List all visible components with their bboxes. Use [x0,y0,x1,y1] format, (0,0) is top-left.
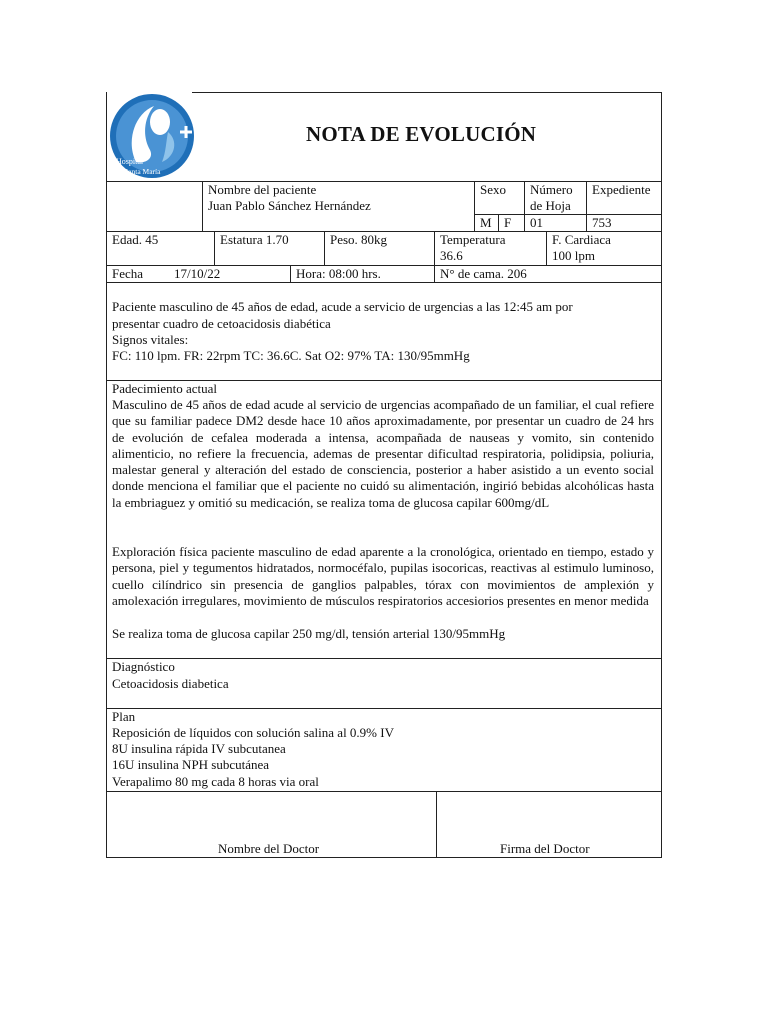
age: Edad. 45 [112,232,159,247]
heart-rate-label: F. Cardiaca [552,232,611,247]
doctor-name-label: Nombre del Doctor [218,841,320,856]
glucose-text: Se realiza toma de glucosa capilar 250 mg/dl, tensión arterial 130/95mmHg [112,626,506,641]
weight: Peso. 80kg [330,232,388,247]
plan-label: Plan [112,709,136,724]
current-condition-label: Padecimiento actual [112,381,218,396]
patient-name-value: Juan Pablo Sánchez Hernández [208,198,371,213]
diagnosis-value: Cetoacidosis diabetica [112,676,229,691]
temperature-label: Temperatura [440,232,506,247]
plan-item: 16U insulina NPH subcutánea [112,757,270,772]
sex-m: M [480,215,492,230]
plan-item: Verapalimo 80 mg cada 8 horas via oral [112,774,319,789]
sheet-number-label-1: Número [530,182,573,197]
doctor-signature-label: Firma del Doctor [500,841,590,856]
bed-number: N° de cama. 206 [440,266,527,281]
intro-line-3: Signos vitales: [112,332,189,347]
hospital-logo-icon [106,92,198,184]
height: Estatura 1.70 [220,232,289,247]
current-condition-text: Masculino de 45 años de edad acude al servicio de urgencias acompañado de un familiar, el cual refiere que su familiar padece DM2 desde hace 10 años aproximadamente, por presentar un cuadro de 24 hrs de evolución de cefalea moderada a intensa, acompañada de nauseas y vomito, sin contenido alimenticio, no refiere la frecuencia, ademas de presentar dificultad respiratoria, polidipsia, poliuria, malestar general y alteración del estado de consciencia, posterior a haber asistido a un evento social donde menciona el familiar que el paciente no cuidó su alimentación, ingirió bebidas alcohólicas hasta la embriaguez y omitió su medicación, se realiza toma de glucosa capilar 600mg/dL [112,397,654,510]
patient-name-label: Nombre del paciente [208,182,317,197]
diagnosis-label: Diagnóstico [112,659,175,674]
evolution-note-form [106,92,662,858]
intro-line-2: presentar cuadro de cetoacidosis diabética [112,316,331,331]
date-value: 17/10/22 [174,266,221,281]
sex-f: F [504,215,512,230]
record-label: Expediente [592,182,651,197]
plan-item: 8U insulina rápida IV subcutanea [112,741,286,756]
heart-rate-value: 100 lpm [552,248,595,263]
date-label: Fecha [112,266,144,281]
temperature-value: 36.6 [440,248,463,263]
time: Hora: 08:00 hrs. [296,266,381,281]
intro-line-4: FC: 110 lpm. FR: 22rpm TC: 36.6C. Sat O2: 97% TA: 130/95mmHg [112,348,470,363]
sex-label: Sexo [480,182,506,197]
logo-text-line1: Hospital [116,157,144,166]
plan-item: Reposición de líquidos con solución salina al 0.9% IV [112,725,394,740]
sheet-number-value: 01 [530,215,543,230]
page-title: NOTA DE EVOLUCIÓN [306,122,537,146]
record-value: 753 [592,215,612,230]
sheet-number-label-2: de Hoja [530,198,571,213]
logo-text-line2: Santa María [124,167,161,176]
physical-exam-text: Exploración física paciente masculino de edad aparente a la cronológica, orientado en tiempo, estado y persona, piel y tegumentos hidratados, normocéfalo, pupilas isocoricas, reactivas al estimulo luminoso, cuello cilíndrico sin presencia de ganglios palpables, tórax con movimientos de amplexión y amolexación irregulares, movimiento de músculos respiratorios accesiorios presentes en menor medida [112,544,654,608]
intro-line-1: Paciente masculino de 45 años de edad, acude a servicio de urgencias a las 12:45 am por [112,299,573,314]
